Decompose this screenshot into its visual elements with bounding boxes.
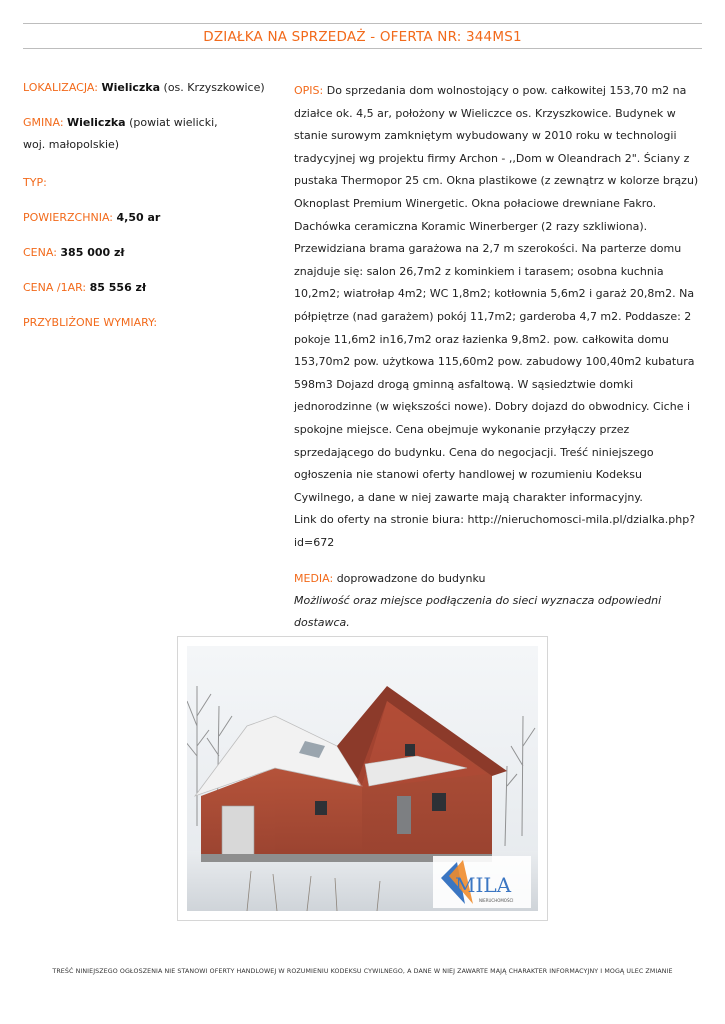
offer-link[interactable]: Link do oferty na stronie biura: http://nieruchomosci-mila.pl/dzialka.php?id=672 <box>294 513 696 549</box>
type-label: TYP: <box>23 176 47 189</box>
house-illustration <box>187 646 538 911</box>
price-per-ar-row <box>23 280 273 296</box>
footer-disclaimer: TREŚĆ NINIEJSZEGO OGŁOSZENIA NIE STANOWI OFERTY HANDLOWEJ W ROZUMIENIU KODEKSU CYWILNEGO, A DANE W NIEJ ZAWARTE MAJĄ CHARAKTER INFORMACYJNY I MOGĄ ULEC ZMIANIE <box>52 968 673 975</box>
gmina-value: Wieliczka <box>67 116 126 129</box>
details-column <box>23 80 273 350</box>
price-per-ar-label: CENA /1AR: <box>23 281 87 294</box>
area-value: 4,50 ar <box>116 211 161 224</box>
gmina-row <box>23 112 273 156</box>
page-title: DZIAŁKA NA SPRZEDAŻ - OFERTA NR: 344MS1 <box>203 29 522 45</box>
dimensions-label: PRZYBLIŻONE WYMIARY: <box>23 316 158 329</box>
media-label: MEDIA: <box>294 572 334 586</box>
title-rule <box>23 48 702 49</box>
gmina-label: GMINA: <box>23 116 64 129</box>
gmina-extra: (powiat wielicki, <box>125 116 218 129</box>
dimensions-row <box>23 315 273 331</box>
description-body: Do sprzedania dom wolnostojący o pow. całkowitej 153,70 m2 na działce ok. 4,5 ar, położony w Wieliczce os. Krzyszkowice. Budynek w stanie surowym zamkniętym wybudowany w 2010 roku w technologii tradycyjnej wg projektu firmy Archon - ,,Dom w Oleandrach 2". Ściany z pustaka Thermopor 25 cm. Okna plastikowe (z zewnątrz w kolorze brązu) Oknoplast Premium Winergetic. Okna połaciowe drewniane Fakro. Dachówka ceramiczna Koramic Winerberger (2 razy szkliwiona). Przewidziana brama garażowa na 2,7 m szerokości. Na parterze domu znajduje się: salon 26,7m2 z kominkiem i tarasem; osobna kuchnia 10,2m2; wiatrołap 4m2; WC 1,8m2; kotłownia 5,6m2 i garaż 20,8m2. Na półpiętrze (nad garażem) pokój 11,7m2; garderoba 4,7 m2. Poddasze: 2 pokoje 11,6m2 in16,7m2 oraz łazienka 9,8m2. pow. całkowita domu 153,70m2 pow. użytkowa 115,60m2 pow. zabudowy 100,40m2 kubatura 598m3 Dojazd drogą gminną asfaltową. W sąsiedztwie domki jednorodzinne (w większości nowe). Dobry dojazd do obwodnicy. Ciche i spokojne miejsce. Cena obejmuje wykonanie przyłączy przez sprzedającego do budynku. Cena do negocjacji. <box>294 84 699 459</box>
photo-frame <box>177 636 548 921</box>
type-row <box>23 175 273 191</box>
location-extra: (os. Krzyszkowice) <box>160 81 265 94</box>
top-rule <box>23 23 702 24</box>
house-photo <box>187 646 538 911</box>
media-note: Możliwość oraz miejsce podłączenia do sieci wyznacza odpowiedni dostawca. <box>294 594 662 630</box>
area-row <box>23 210 273 226</box>
location-value: Wieliczka <box>101 81 161 94</box>
price-per-ar-value: 85 556 zł <box>89 281 147 294</box>
area-label: POWIERZCHNIA: <box>23 211 114 224</box>
description-label: OPIS: <box>294 84 324 97</box>
description-column <box>294 80 699 670</box>
price-row <box>23 245 273 261</box>
logo-text: MILA <box>455 873 512 897</box>
description-disclaimer: Treść niniejszego ogłoszenia nie stanowi oferty handlowej w rozumieniu Kodeksu Cywilnego, a dane w niej zawarte mają charakter informacyjny. <box>294 445 654 504</box>
location-row <box>23 80 273 96</box>
price-value: 385 000 zł <box>60 246 125 259</box>
logo-subtext: NIERUCHOMOŚCI <box>479 898 514 903</box>
media-value: doprowadzone do budynku <box>336 572 486 586</box>
price-label: CENA: <box>23 246 57 259</box>
gmina-voivodeship: woj. małopolskie) <box>23 138 120 151</box>
media-section <box>294 568 699 634</box>
description-text <box>294 80 699 554</box>
location-label: LOKALIZACJA: <box>23 81 98 94</box>
